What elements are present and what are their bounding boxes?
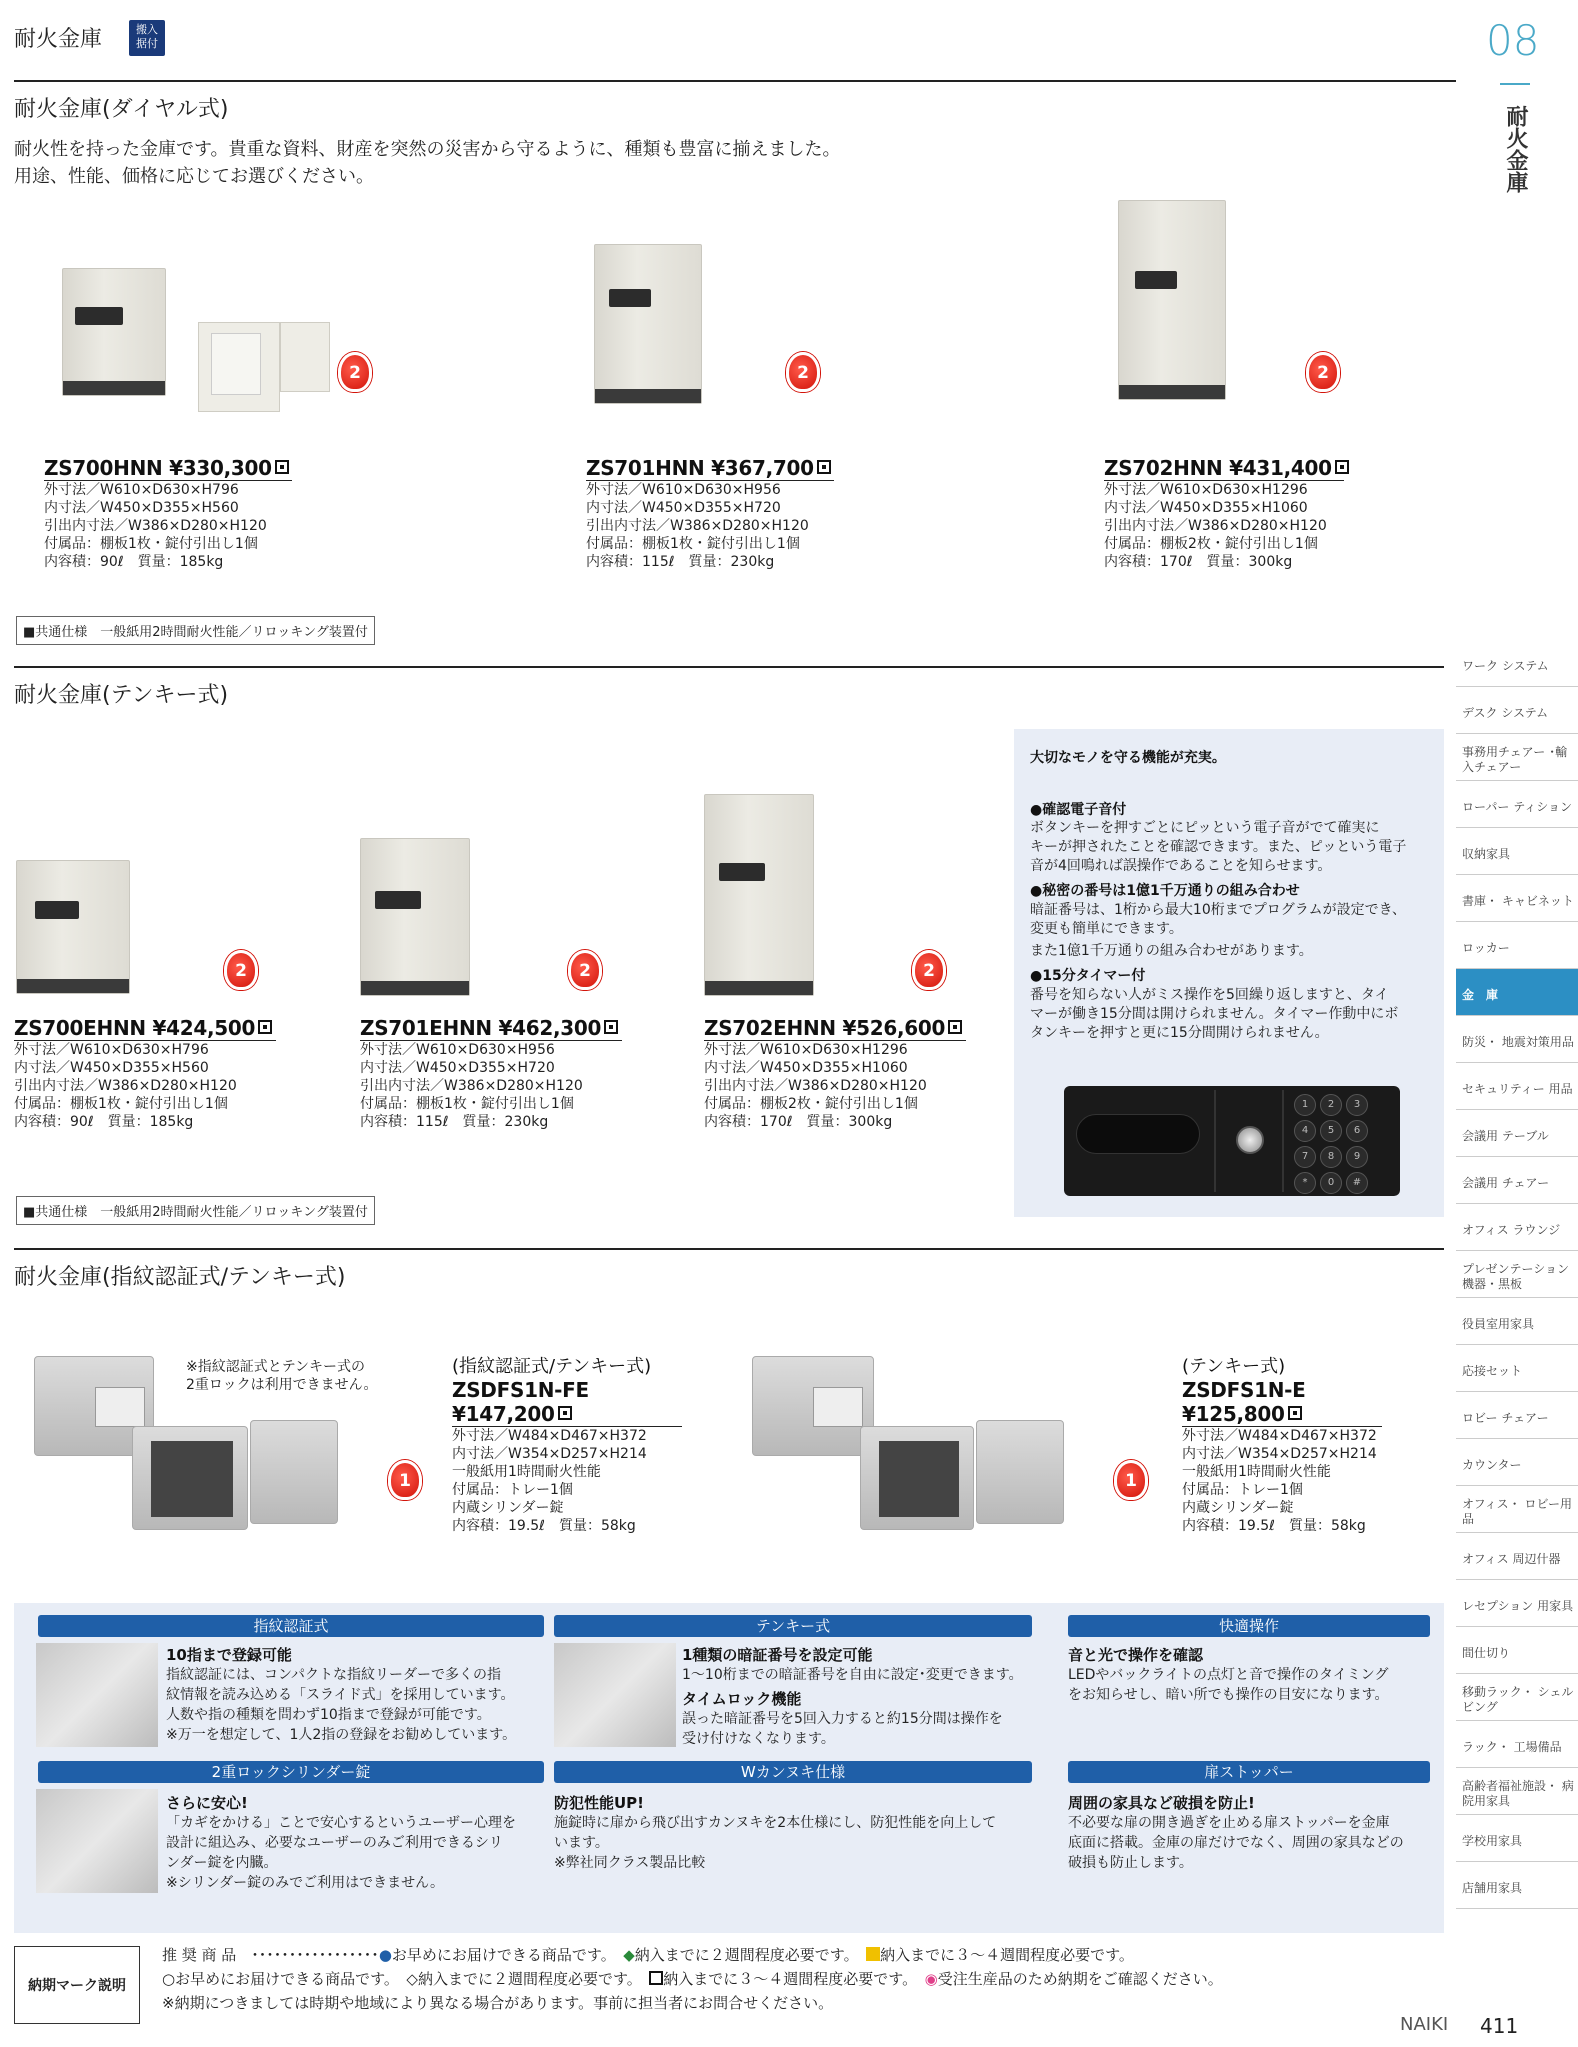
chapter-divider: [1500, 83, 1530, 85]
product-code: ZSDFS1N-FE: [452, 1378, 589, 1402]
legend-row-1: 推 奨 商 品 ･････････････････●お早めにお届けできる商品です。 ◆納入までに２週間程度必要です。 納入までに３～４週間程度必要です。: [162, 1946, 1134, 1964]
product-zs700ehnn: [14, 1016, 276, 1131]
square-outline-icon: [649, 1971, 663, 1985]
fire-2hr-mark: 2: [568, 950, 602, 990]
spec-fire: 一般紙用1時間耐火性能: [452, 1464, 601, 1480]
safe-image-zs702hnn: [1118, 200, 1226, 400]
fingerprint-desc: 10指まで登録可能 指紋認証には、コンパクトな指紋リーダーで多くの指 紋情報を読み込める「スライド式」を採用しています。 人数や指の種類を問わず10指まで登録が可能です。 ※万一を想定して、1人2指の登録をお勧めしています。: [166, 1646, 517, 1743]
bar-tenkey: テンキー式: [554, 1615, 1032, 1637]
tenkey-grid: [1294, 1094, 1374, 1194]
keypad-key: #: [1346, 1172, 1368, 1194]
fire-2hr-mark: 2: [224, 950, 258, 990]
sidebar-item[interactable]: オフィス ラウンジ: [1456, 1204, 1578, 1251]
sidebar-item[interactable]: ロッカー: [1456, 922, 1578, 969]
bar-double-lock: 2重ロックシリンダー錠: [38, 1761, 544, 1783]
sidebar-item[interactable]: ロビー チェアー: [1456, 1392, 1578, 1439]
product-name-price: ZS701EHNN ¥462,300: [360, 1016, 622, 1040]
tenkey-desc: 1種類の暗証番号を設定可能 1〜10桁までの暗証番号を自由に設定･変更できます。 タイムロック機能 誤った暗証番号を5回入力すると約15分間は操作を 受け付けなくなります。: [682, 1646, 1023, 1747]
legend-row-2: ○お早めにお届けできる商品です。 ◇納入までに２週間程度必要です。 納入までに３～４週間程度必要です。 ◉受注生産品のため納期をご確認ください。: [162, 1970, 1223, 1988]
spec-accessories: 付属品：棚板1枚・錠付引出し1個: [360, 1096, 574, 1112]
sidebar-item[interactable]: ワーク システム: [1456, 640, 1578, 687]
keypad-key: *: [1294, 1172, 1316, 1194]
product-zsdfs1n-e: [1182, 1352, 1382, 1535]
section-title-tenkey: 耐火金庫(テンキー式): [14, 683, 229, 708]
section-title-dial: 耐火金庫(ダイヤル式): [14, 97, 229, 122]
product-zs701ehnn: [360, 1016, 622, 1131]
spec-drawer: 引出内寸法／W386×D280×H120: [1104, 518, 1327, 534]
spec-drawer: 引出内寸法／W386×D280×H120: [14, 1078, 237, 1094]
made-to-order-icon: ◉: [924, 1970, 938, 1988]
sidebar-item[interactable]: ラック・ 工場備品: [1456, 1721, 1578, 1768]
feature-text: 暗証番号は、1桁から最大10桁までプログラムが設定でき、: [1030, 902, 1407, 918]
spec-inner: 内寸法／W450×D355×H1060: [704, 1060, 908, 1076]
spec-outer: 外寸法／W610×D630×H1296: [1104, 482, 1308, 498]
safe-image-zs702ehnn: [704, 794, 814, 996]
feature-text: 番号を知らない人がミス操作を5回繰り返しますと、タイ: [1030, 987, 1389, 1003]
legend-note: ※納期につきましては時期や地域により異なる場合があります。事前に担当者にお問合せください。: [162, 1994, 834, 2012]
bar-fingerprint: 指紋認証式: [38, 1615, 544, 1637]
w-bolt-desc: 防犯性能UP! 施錠時に扉から飛び出すカンヌキを2本仕様にし、防犯性能を向上して います。 ※弊社同クラス製品比較: [554, 1794, 997, 1871]
sidebar-item[interactable]: レセプション 用家具: [1456, 1580, 1578, 1627]
spec-drawer: 引出内寸法／W386×D280×H120: [586, 518, 809, 534]
key-cylinder-icon: [1236, 1126, 1264, 1154]
feature-heading-3: ●15分タイマー付: [1030, 968, 1146, 984]
section-rule: [14, 1248, 1444, 1250]
spec-inner: 内寸法／W450×D355×H720: [586, 500, 781, 516]
spec-drawer: 引出内寸法／W386×D280×H120: [704, 1078, 927, 1094]
sidebar-item[interactable]: 店舗用家具: [1456, 1862, 1578, 1909]
sidebar-item[interactable]: 書庫・ キャビネット: [1456, 875, 1578, 922]
sidebar-item[interactable]: 移動ラック・ シェルビング: [1456, 1674, 1578, 1721]
spec-inner: 内寸法／W450×D355×H560: [44, 500, 239, 516]
sidebar-item[interactable]: 会議用 チェアー: [1456, 1157, 1578, 1204]
sidebar-item[interactable]: カウンター: [1456, 1439, 1578, 1486]
product-name-price: ZS700HNN ¥330,300: [44, 456, 292, 480]
tenkey-safe-image: [752, 1356, 874, 1456]
tenkey-panel-image: [1064, 1086, 1400, 1196]
spec-capacity: 内容積：19.5ℓ 質量：58kg: [1182, 1518, 1366, 1534]
product-zs701hnn: [586, 456, 834, 571]
bar-w-bolt: Wカンヌキ仕様: [554, 1761, 1032, 1783]
delivery-3-4w-icon: [1335, 460, 1349, 474]
feature-heading-2: ●秘密の番号は1億1千万通りの組み合わせ: [1030, 883, 1300, 899]
spec-accessories: 付属品：トレー1個: [452, 1482, 573, 1498]
spec-accessories: 付属品：棚板1枚・錠付引出し1個: [44, 536, 258, 552]
spec-capacity: 内容積：19.5ℓ 質量：58kg: [452, 1518, 636, 1534]
spec-inner: 内寸法／W450×D355×H1060: [1104, 500, 1308, 516]
spec-accessories: 付属品：棚板1枚・錠付引出し1個: [14, 1096, 228, 1112]
sidebar-item[interactable]: プレゼンテーション 機器・黒板: [1456, 1251, 1578, 1298]
feature-text: タンキーを押すと更に15分間開けられません。: [1030, 1025, 1329, 1041]
spec-lock: 内蔵シリンダー錠: [452, 1500, 564, 1516]
fingerprint-safe-open-image: [132, 1426, 248, 1530]
sidebar-item[interactable]: 間仕切り: [1456, 1627, 1578, 1674]
safe-image-zs701hnn: [594, 244, 702, 404]
feature-title: 大切なモノを守る機能が充実。: [1030, 750, 1226, 766]
double-lock-desc: さらに安心! 「カギをかける」ことで安心するというユーザー心理を 設計に組込み、必要なユーザーのみご利用できるシリ ンダー錠を内臓。 ※シリンダー錠のみでご利用はできません。: [166, 1794, 516, 1891]
spec-capacity: 内容積：170ℓ 質量：300kg: [1104, 554, 1293, 570]
product-zs700hnn: [44, 456, 292, 571]
product-type: (指紋認証式/テンキー式): [452, 1356, 652, 1377]
safe-image-zs701ehnn: [360, 838, 470, 996]
sidebar-item[interactable]: 収納家具: [1456, 828, 1578, 875]
spec-drawer: 引出内寸法／W386×D280×H120: [360, 1078, 583, 1094]
spec-lock: 内蔵シリンダー錠: [1182, 1500, 1294, 1516]
spec-outer: 外寸法／W610×D630×H1296: [704, 1042, 908, 1058]
sidebar-item[interactable]: 高齢者福祉施設・ 病院用家具: [1456, 1768, 1578, 1815]
sidebar-item[interactable]: 防災・ 地震対策用品: [1456, 1016, 1578, 1063]
keypad-key: 9: [1346, 1146, 1368, 1168]
spec-inner: 内寸法／W354×D257×H214: [1182, 1446, 1377, 1462]
sidebar-item[interactable]: 役員室用家具: [1456, 1298, 1578, 1345]
keypad-key: 8: [1320, 1146, 1342, 1168]
fire-2hr-mark: 2: [912, 950, 946, 990]
delivery-3-4w-icon: [258, 1020, 272, 1034]
intro-line-2: 用途、性能、価格に応じてお選びください。: [14, 166, 374, 187]
delivery-legend-title: 納期マーク説明: [14, 1946, 140, 2024]
product-zs702hnn: [1104, 456, 1349, 571]
spec-accessories: 付属品：棚板2枚・錠付引出し1個: [704, 1096, 918, 1112]
keypad-key: 3: [1346, 1094, 1368, 1116]
sidebar-item[interactable]: デスク システム: [1456, 687, 1578, 734]
delivery-3-4w-icon: [558, 1406, 572, 1420]
spec-inner: 内寸法／W450×D355×H560: [14, 1060, 209, 1076]
feature-text: マーが働き15分間は開けられません。タイマー作動中にボ: [1030, 1006, 1399, 1022]
delivery-3-4w-icon: [817, 460, 831, 474]
product-zsdfs1n-fe: [452, 1352, 682, 1535]
spec-capacity: 内容積：170ℓ 質量：300kg: [704, 1114, 893, 1130]
fire-1hr-mark: 1: [388, 1460, 422, 1500]
spec-drawer: 引出内寸法／W386×D280×H120: [44, 518, 267, 534]
common-spec-tenkey: ■共通仕様 一般紙用2時間耐火性能／リロッキング装置付: [16, 1196, 375, 1225]
feature-text: ボタンキーを押すごとにピッという電子音がでて確実に: [1030, 820, 1380, 836]
circle-filled-icon: ●: [378, 1946, 392, 1964]
product-zs702ehnn: [704, 1016, 966, 1131]
sidebar-item[interactable]: 金 庫: [1456, 969, 1578, 1016]
keypad-key: 4: [1294, 1120, 1316, 1142]
spec-capacity: 内容積：90ℓ 質量：185kg: [14, 1114, 194, 1130]
feature-text: 変更も簡単にできます。: [1030, 921, 1183, 937]
keypad-key: 2: [1320, 1094, 1342, 1116]
tenkey-image: [554, 1643, 676, 1747]
spec-accessories: 付属品：棚板1枚・錠付引出し1個: [586, 536, 800, 552]
spec-outer: 外寸法／W610×D630×H956: [586, 482, 781, 498]
sidebar-item[interactable]: 応接セット: [1456, 1345, 1578, 1392]
feature-heading-1: ●確認電子音付: [1030, 802, 1127, 818]
spec-capacity: 内容積：115ℓ 質量：230kg: [586, 554, 775, 570]
fingerprint-reader-image: [36, 1643, 158, 1747]
fire-1hr-mark: 1: [1114, 1460, 1148, 1500]
section-rule: [14, 666, 1444, 668]
square-yellow-icon: [866, 1947, 880, 1961]
keypad-key: 5: [1320, 1120, 1342, 1142]
section-title-finger: 耐火金庫(指紋認証式/テンキー式): [14, 1265, 346, 1290]
product-name-price: ZS700EHNN ¥424,500: [14, 1016, 276, 1040]
spec-outer: 外寸法／W610×D630×H796: [14, 1042, 209, 1058]
page-header-title: 耐火金庫: [14, 27, 103, 52]
fire-2hr-mark: 2: [786, 352, 820, 392]
spec-outer: 外寸法／W610×D630×H796: [44, 482, 239, 498]
spec-accessories: 付属品：棚板2枚・錠付引出し1個: [1104, 536, 1318, 552]
spec-fire: 一般紙用1時間耐火性能: [1182, 1464, 1331, 1480]
spec-accessories: 付属品：トレー1個: [1182, 1482, 1303, 1498]
product-type: (テンキー式): [1182, 1356, 1286, 1377]
keypad-key: 6: [1346, 1120, 1368, 1142]
handle-icon: [1076, 1114, 1200, 1154]
keypad-key: 0: [1320, 1172, 1342, 1194]
category-sidebar: [1456, 640, 1578, 1909]
carry-install-badge: [129, 20, 165, 56]
safe-image-zs700hnn: [62, 268, 166, 396]
intro-line-1: 耐火性を持った金庫です。貴重な資料、財産を突然の災害から守るように、種類も豊富に揃えました。: [14, 139, 841, 160]
sidebar-item[interactable]: ローパー ティション: [1456, 781, 1578, 828]
header-rule: [14, 80, 1456, 82]
delivery-3-4w-icon: [1288, 1406, 1302, 1420]
product-price: ¥147,200: [452, 1402, 682, 1426]
delivery-3-4w-icon: [604, 1020, 618, 1034]
sidebar-item[interactable]: 学校用家具: [1456, 1815, 1578, 1862]
spec-inner: 内寸法／W354×D257×H214: [452, 1446, 647, 1462]
product-name-price: ZS701HNN ¥367,700: [586, 456, 834, 480]
spec-capacity: 内容積：115ℓ 質量：230kg: [360, 1114, 549, 1130]
spec-inner: 内寸法／W450×D355×H720: [360, 1060, 555, 1076]
keypad-key: 7: [1294, 1146, 1316, 1168]
badge-text: 搬入据付: [136, 23, 158, 50]
diamond-filled-icon: ◆: [623, 1946, 635, 1964]
comfort-desc: 音と光で操作を確認 LEDやバックライトの点灯と音で操作のタイミング をお知らせし、暗い所でも操作の目安になります。: [1068, 1646, 1389, 1703]
safe-image-zs700ehnn: [16, 860, 130, 994]
common-spec-dial: ■共通仕様 一般紙用2時間耐火性能／リロッキング装置付: [16, 616, 375, 645]
delivery-3-4w-icon: [948, 1020, 962, 1034]
safe-door-image: [976, 1420, 1064, 1524]
safe-open-image: [198, 322, 280, 412]
bar-door-stopper: 扉ストッパー: [1068, 1761, 1430, 1783]
sidebar-item[interactable]: オフィス・ ロビー用品: [1456, 1486, 1578, 1533]
sidebar-item[interactable]: セキュリティー 用品: [1456, 1063, 1578, 1110]
spec-outer: 外寸法／W610×D630×H956: [360, 1042, 555, 1058]
page-number: 411: [1480, 2014, 1519, 2038]
sidebar-item[interactable]: オフィス 周辺什器: [1456, 1533, 1578, 1580]
keypad-key: 1: [1294, 1094, 1316, 1116]
delivery-3-4w-icon: [275, 460, 289, 474]
product-code: ZSDFS1N-E: [1182, 1378, 1306, 1402]
chapter-number: 08: [1486, 16, 1540, 65]
feature-text: キーが押されたことを確認できます。また、ピッという電子: [1030, 839, 1407, 855]
safe-door-image: [280, 322, 330, 392]
sidebar-item[interactable]: 会議用 テーブル: [1456, 1110, 1578, 1157]
fire-2hr-mark: 2: [1306, 352, 1340, 392]
spec-outer: 外寸法／W484×D467×H372: [1182, 1428, 1377, 1444]
safe-door-image: [250, 1420, 338, 1524]
door-stopper-desc: 周囲の家具など破損を防止! 不必要な扉の開き過ぎを止める扉ストッパーを金庫 底面に搭載。金庫の扉だけでなく、周囲の家具などの 破損も防止します。: [1068, 1794, 1404, 1871]
feature-details-panel: [14, 1603, 1444, 1933]
product-name-price: ZS702EHNN ¥526,600: [704, 1016, 966, 1040]
spec-outer: 外寸法／W484×D467×H372: [452, 1428, 647, 1444]
fire-2hr-mark: 2: [338, 352, 372, 392]
feature-text: 音が4回鳴れば誤操作であることを知らせます。: [1030, 858, 1332, 874]
cylinder-lock-image: [36, 1789, 158, 1893]
product-price: ¥125,800: [1182, 1402, 1382, 1426]
bar-comfort: 快適操作: [1068, 1615, 1430, 1637]
tenkey-safe-open-image: [860, 1426, 974, 1530]
spec-capacity: 内容積：90ℓ 質量：185kg: [44, 554, 224, 570]
sidebar-item[interactable]: 事務用チェアー ･輸入チェアー: [1456, 734, 1578, 781]
footer-brand: NAIKI: [1400, 2014, 1449, 2035]
feature-text: また1億1千万通りの組み合わせがあります。: [1030, 943, 1313, 959]
product-name-price: ZS702HNN ¥431,400: [1104, 456, 1349, 480]
fingerprint-note: ※指紋認証式とテンキー式の 2重ロックは利用できません。: [186, 1359, 378, 1393]
chapter-label: 耐火金庫: [1503, 105, 1528, 193]
